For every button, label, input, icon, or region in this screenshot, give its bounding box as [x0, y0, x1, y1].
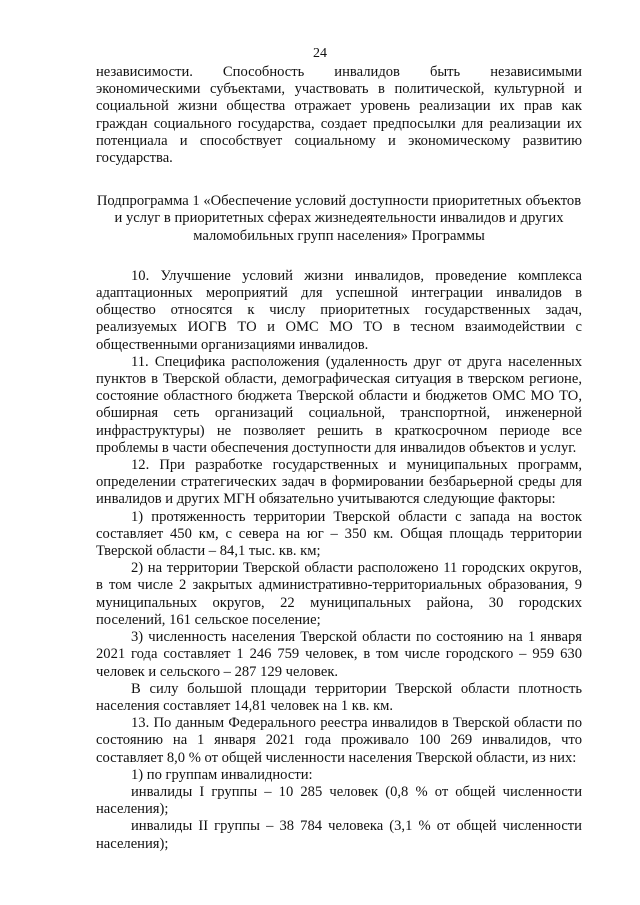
disability-group-1: инвалиды I группы – 10 285 человек (0,8 % от общей численности населения);: [96, 783, 582, 818]
intro-paragraph: независимости. Способность инвалидов быть независимыми экономическими субъектами, участвовать в политической, культурной и социальной жизни общества отражает уровень реализации их прав как граждан социального государства, создает предпосылки для реализации их потенциала и способствует социальному и экономическому развитию государства.: [96, 64, 582, 167]
factor-3: 3) численность населения Тверской области по состоянию на 1 января 2021 года составляет 1 246 759 человек, в том числе городского – 959 630 человек и сельского – 287 129 человек.: [96, 629, 582, 680]
paragraph-11: 11. Специфика расположения (удаленность друг от друга населенных пунктов в Тверской области, демографическая ситуация в тверском регионе, состояние областного бюджета Тверской области и бюджетов ОМС МО ТО, обширная сеть организаций социальной, транспортной, инженерной инфраструктуры) не позволяет решить в краткосрочном периоде все проблемы в части обеспечения доступности для инвалидов объектов и услуг.: [96, 353, 582, 456]
disability-group-2: инвалиды II группы – 38 784 человека (3,1 % от общей численности населения);: [96, 818, 582, 852]
disability-groups-heading: 1) по группам инвалидности:: [131, 766, 313, 783]
document-body: [96, 64, 582, 853]
paragraph-13: 13. По данным Федерального реестра инвалидов в Тверской области по состоянию на 1 января 2021 года проживало 100 269 инвалидов, что составляет 8,0 % от общей численности населения Тверской области, из них:: [96, 715, 582, 766]
subprogram-heading-block: [96, 193, 582, 245]
subprogram-heading: Подпрограмма 1 «Обеспечение условий доступности приоритетных объектов и услуг в приоритетных сферах жизнедеятельности инвалидов и других маломобильных групп населения» Программы: [96, 193, 582, 244]
paragraph-12: 12. При разработке государственных и муниципальных программ, определении стратегических задач в формировании безбарьерной среды для инвалидов и других МГН обязательно учитываются следующие факторы:: [96, 457, 582, 508]
factor-1: 1) протяженность территории Тверской области с запада на восток составляет 450 км, с севера на юг – 350 км. Общая площадь территории Тверской области – 84,1 тыс. кв. км;: [96, 508, 582, 560]
factor-2: 2) на территории Тверской области расположено 11 городских округов, в том числе 2 закрытых административно-территориальных образования, 9 муниципальных округов, 22 муниципальных района, 30 городских поселений, 161 сельское поселение;: [96, 560, 582, 628]
population-density-paragraph: В силу большой площади территории Тверской области плотность населения составляет 14,81 человек на 1 кв. км.: [96, 680, 582, 714]
page-number: 24: [313, 46, 327, 61]
paragraph-10: 10. Улучшение условий жизни инвалидов, проведение комплекса адаптационных мероприятий для успешной интеграции инвалидов в общество относятся к числу приоритетных государственных задач, реализуемых ИОГВ ТО и ОМС МО ТО в тесном взаимодействии с общественными организациями инвалидов.: [96, 267, 582, 353]
